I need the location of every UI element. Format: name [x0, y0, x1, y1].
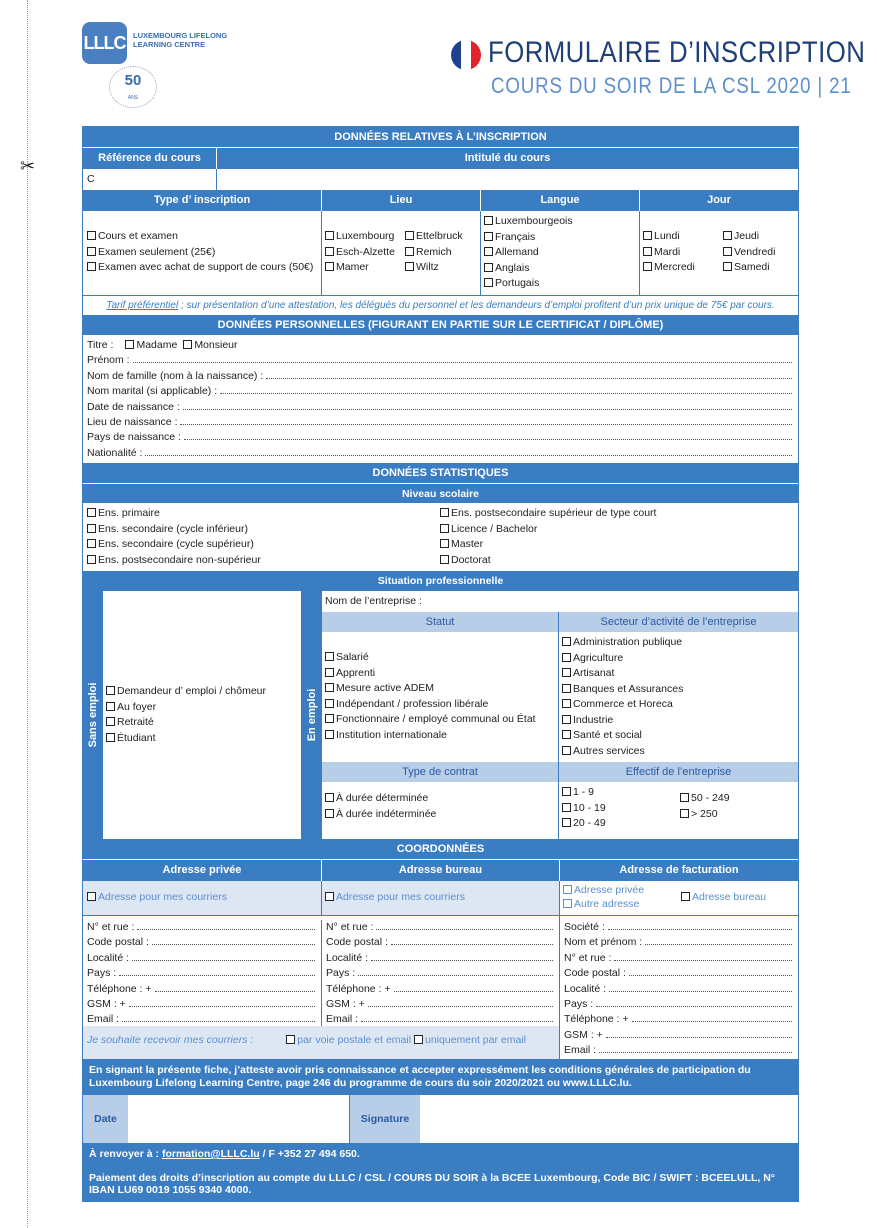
email-link[interactable]: formation@LLLC.lu — [161, 1148, 260, 1160]
bureau-rue-field[interactable]: N° et rue : — [322, 920, 559, 935]
sans-emploi-option[interactable]: Étudiant — [106, 731, 301, 747]
scissors-icon: ✂ — [20, 156, 36, 176]
fact-societe-field[interactable]: Société : — [560, 920, 798, 935]
bureau-pays-field[interactable]: Pays : — [322, 966, 559, 981]
privee-tel-field[interactable]: Téléphone : + — [83, 982, 321, 997]
privee-pays-field[interactable]: Pays : — [83, 966, 321, 981]
tarif-text: ; sur présentation d’une attestation, les délégués du personnel et les demandeurs d’emploi profitent d’un prix unique de 75€ par cours. — [178, 300, 775, 311]
date-input[interactable] — [128, 1095, 350, 1143]
logo-mark: LLLC — [82, 22, 127, 64]
seal-number: 50 — [124, 72, 142, 89]
langue-option[interactable]: Luxembourgeois — [484, 214, 639, 230]
secteur-option[interactable]: Autres services — [562, 744, 798, 760]
niveau-option[interactable]: Ens. secondaire (cycle supérieur) — [87, 537, 440, 553]
fact-rue-field[interactable]: N° et rue : — [560, 951, 798, 966]
langue-option[interactable]: Allemand — [484, 245, 639, 261]
fact-autre-option[interactable]: Autre adresse — [563, 897, 681, 911]
en-emploi-label: En emploi — [302, 591, 322, 839]
secteur-option[interactable]: Santé et social — [562, 728, 798, 744]
bureau-gsm-field[interactable]: GSM : + — [322, 997, 559, 1012]
statut-option[interactable]: Mesure active ADEM — [325, 681, 558, 697]
prenom-field[interactable]: Prénom : — [83, 353, 798, 368]
statut-option[interactable]: Fonctionnaire / employé communal ou État — [325, 712, 558, 728]
jour-option[interactable]: Vendredi — [723, 245, 775, 261]
ref-header: Référence du cours — [83, 148, 217, 169]
situation-heading: Situation professionnelle — [83, 571, 798, 591]
paiement-text: Paiement des droits d’inscription au compte du LLLC / CSL / COURS DU SOIR à la BCEE Luxembourg, Code BIC / SWIFT : BCEELULL, N° IBAN LU69 0019 1055 9340 4000. — [89, 1171, 775, 1196]
langue-option[interactable]: Portugais — [484, 276, 639, 292]
page-subtitle: COURS DU SOIR DE LA CSL 2020 | 21 — [491, 73, 852, 98]
privee-courriers-option[interactable]: Adresse pour mes courriers — [87, 891, 227, 903]
niveau-heading: Niveau scolaire — [83, 483, 798, 503]
nom-marital-field[interactable]: Nom marital (si applicable) : — [83, 384, 798, 399]
signature-input[interactable] — [420, 1095, 798, 1143]
sans-emploi-option[interactable]: Retraité — [106, 715, 301, 731]
effectif-option[interactable]: 1 - 9 — [562, 785, 680, 801]
privee-rue-field[interactable]: N° et rue : — [83, 920, 321, 935]
bureau-localite-field[interactable]: Localité : — [322, 951, 559, 966]
titre-row: Titre : Madame Monsieur — [83, 338, 798, 353]
langue-option[interactable]: Anglais — [484, 261, 639, 277]
section-stats-heading: DONNÉES STATISTIQUES — [83, 463, 798, 483]
monsieur-option[interactable]: Monsieur — [183, 338, 237, 353]
section-personal-heading: DONNÉES PERSONNELLES (FIGURANT EN PARTIE SUR LE CERTIFICAT / DIPLÔME) — [83, 315, 798, 335]
fact-cp-field[interactable]: Code postal : — [560, 966, 798, 981]
section-inscription-heading: DONNÉES RELATIVES À L’INSCRIPTION — [83, 127, 798, 147]
tarif-note — [83, 295, 798, 315]
niveau-option[interactable]: Ens. postsecondaire non-supérieur — [87, 553, 440, 569]
secteur-option[interactable]: Artisanat — [562, 666, 798, 682]
statut-option[interactable]: Institution internationale — [325, 728, 558, 744]
facturation-header: Adresse de facturation — [560, 860, 798, 881]
nom-famille-field[interactable]: Nom de famille (nom à la naissance) : — [83, 369, 798, 384]
bureau-header: Adresse bureau — [322, 860, 560, 881]
cut-line — [27, 0, 28, 1228]
statut-option[interactable]: Apprenti — [325, 666, 558, 682]
privee-cp-field[interactable]: Code postal : — [83, 935, 321, 950]
niveau-option[interactable]: Ens. primaire — [87, 506, 440, 522]
sans-emploi-label: Sans emploi — [83, 591, 103, 839]
effectif-option[interactable]: 50 - 249 — [680, 791, 730, 807]
type-option[interactable]: Examen seulement (25€) — [87, 245, 321, 261]
niveau-option[interactable]: Ens. postsecondaire supérieur de type court — [440, 506, 656, 522]
contrat-option[interactable]: À durée déterminée — [325, 791, 558, 807]
secteur-header: Secteur d’activité de l’entreprise — [559, 612, 798, 632]
bureau-email-field[interactable]: Email : — [322, 1012, 559, 1027]
privee-email-field[interactable]: Email : — [83, 1012, 321, 1027]
type-option[interactable]: Examen avec achat de support de cours (50€) — [87, 260, 321, 276]
french-flag-icon — [451, 40, 481, 70]
jour-header: Jour — [640, 190, 798, 211]
lllc-logo — [82, 22, 257, 107]
effectif-option[interactable]: 10 - 19 — [562, 801, 680, 817]
recevoir-email-option[interactable]: uniquement par email — [414, 1034, 526, 1046]
fact-privee-option[interactable]: Adresse privée — [563, 883, 681, 897]
fact-tel-field[interactable]: Téléphone : + — [560, 1012, 798, 1027]
signature-label: Signature — [350, 1095, 420, 1143]
statut-option[interactable]: Indépendant / profession libérale — [325, 697, 558, 713]
lieu-option[interactable]: Ettelbruck — [405, 229, 463, 245]
fact-localite-field[interactable]: Localité : — [560, 982, 798, 997]
recevoir-postale-option[interactable]: par voie postale et email — [286, 1034, 411, 1046]
niveau-option[interactable]: Master — [440, 537, 656, 553]
niveau-option[interactable]: Ens. secondaire (cycle inférieur) — [87, 522, 440, 538]
langue-option[interactable]: Français — [484, 230, 639, 246]
privee-localite-field[interactable]: Localité : — [83, 951, 321, 966]
contrat-option[interactable]: À durée indéterminée — [325, 807, 558, 823]
anniversary-seal — [109, 66, 157, 108]
sans-emploi-option[interactable]: Au foyer — [106, 700, 301, 716]
type-option[interactable]: Cours et examen — [87, 229, 321, 245]
renvoyer-line: À renvoyer à : formation@LLLC.lu / F +352 27 494 650. — [89, 1148, 360, 1160]
lieu-option[interactable]: Esch-Alzette — [325, 245, 405, 261]
lieu-option[interactable]: Luxembourg — [325, 229, 405, 245]
fact-nom-field[interactable]: Nom et prénom : — [560, 935, 798, 950]
jour-option[interactable]: Lundi — [643, 229, 723, 245]
tarif-link: Tarif préférentiel — [106, 300, 179, 311]
fact-gsm-field[interactable]: GSM : + — [560, 1028, 798, 1043]
bureau-tel-field[interactable]: Téléphone : + — [322, 982, 559, 997]
conditions-text: En signant la présente fiche, j’atteste avoir pris connaissance et accepter expressément les conditions générales de participation du Luxembourg Lifelong Learning Centre, page 246 du programme de cours du soir 2020/2021 ou www.LLLC.lu. — [83, 1059, 798, 1095]
effectif-header: Effectif de l’entreprise — [559, 762, 798, 782]
niveau-option[interactable]: Doctorat — [440, 553, 656, 569]
secteur-option[interactable]: Commerce et Horeca — [562, 697, 798, 713]
secteur-option[interactable]: Industrie — [562, 713, 798, 729]
fact-bureau-option[interactable]: Adresse bureau — [681, 891, 766, 903]
footer — [83, 1143, 798, 1201]
jour-option[interactable]: Mardi — [643, 245, 723, 261]
lieu-option[interactable]: Mamer — [325, 260, 405, 276]
page-title: FORMULAIRE D’INSCRIPTION — [488, 36, 866, 69]
secteur-option[interactable]: Banques et Assurances — [562, 682, 798, 698]
pays-naissance-field[interactable]: Pays de naissance : — [83, 430, 798, 445]
seal-sub: ANS — [127, 95, 139, 101]
lieu-option[interactable]: Remich — [405, 245, 463, 261]
langue-header: Langue — [481, 190, 640, 211]
date-label: Date — [83, 1095, 128, 1143]
recevoir-row: Je souhaite recevoir mes courriers : par voie postale et email uniquement par email — [83, 1026, 559, 1059]
statut-option[interactable]: Salarié — [325, 650, 558, 666]
logo-name: LUXEMBOURG LIFELONG LEARNING CENTRE — [133, 31, 228, 49]
fact-email-field[interactable]: Email : — [560, 1043, 798, 1058]
effectif-option[interactable]: > 250 — [680, 807, 730, 823]
privee-gsm-field[interactable]: GSM : + — [83, 997, 321, 1012]
niveau-option[interactable]: Licence / Bachelor — [440, 522, 656, 538]
date-naissance-field[interactable]: Date de naissance : — [83, 400, 798, 415]
nationalite-field[interactable]: Nationalité : — [83, 446, 798, 461]
bureau-cp-field[interactable]: Code postal : — [322, 935, 559, 950]
privee-header: Adresse privée — [83, 860, 322, 881]
section-coords-heading: COORDONNÉES — [83, 839, 798, 859]
jour-option[interactable]: Samedi — [723, 260, 775, 276]
jour-option[interactable]: Mercredi — [643, 260, 723, 276]
statut-header: Statut — [322, 612, 559, 632]
sans-emploi-option[interactable]: Demandeur d’ emploi / chômeur — [106, 684, 301, 700]
lieu-option[interactable]: Wiltz — [405, 260, 463, 276]
contrat-header: Type de contrat — [322, 762, 559, 782]
jour-option[interactable]: Jeudi — [723, 229, 775, 245]
secteur-option[interactable]: Administration publique — [562, 635, 798, 651]
entreprise-field[interactable]: Nom de l’entreprise : — [325, 595, 422, 607]
effectif-option[interactable]: 20 - 49 — [562, 816, 680, 832]
lieu-header: Lieu — [322, 190, 481, 211]
lieu-naissance-field[interactable]: Lieu de naissance : — [83, 415, 798, 430]
ref-input[interactable]: C — [83, 169, 217, 190]
bureau-courriers-option[interactable]: Adresse pour mes courriers — [325, 891, 465, 903]
madame-option[interactable]: Madame — [125, 338, 177, 353]
registration-form — [82, 126, 799, 1202]
type-header: Type d’ inscription — [83, 190, 322, 211]
secteur-option[interactable]: Agriculture — [562, 651, 798, 667]
fact-pays-field[interactable]: Pays : — [560, 997, 798, 1012]
title-input[interactable] — [217, 169, 798, 190]
title-header: Intitulé du cours — [217, 148, 798, 169]
